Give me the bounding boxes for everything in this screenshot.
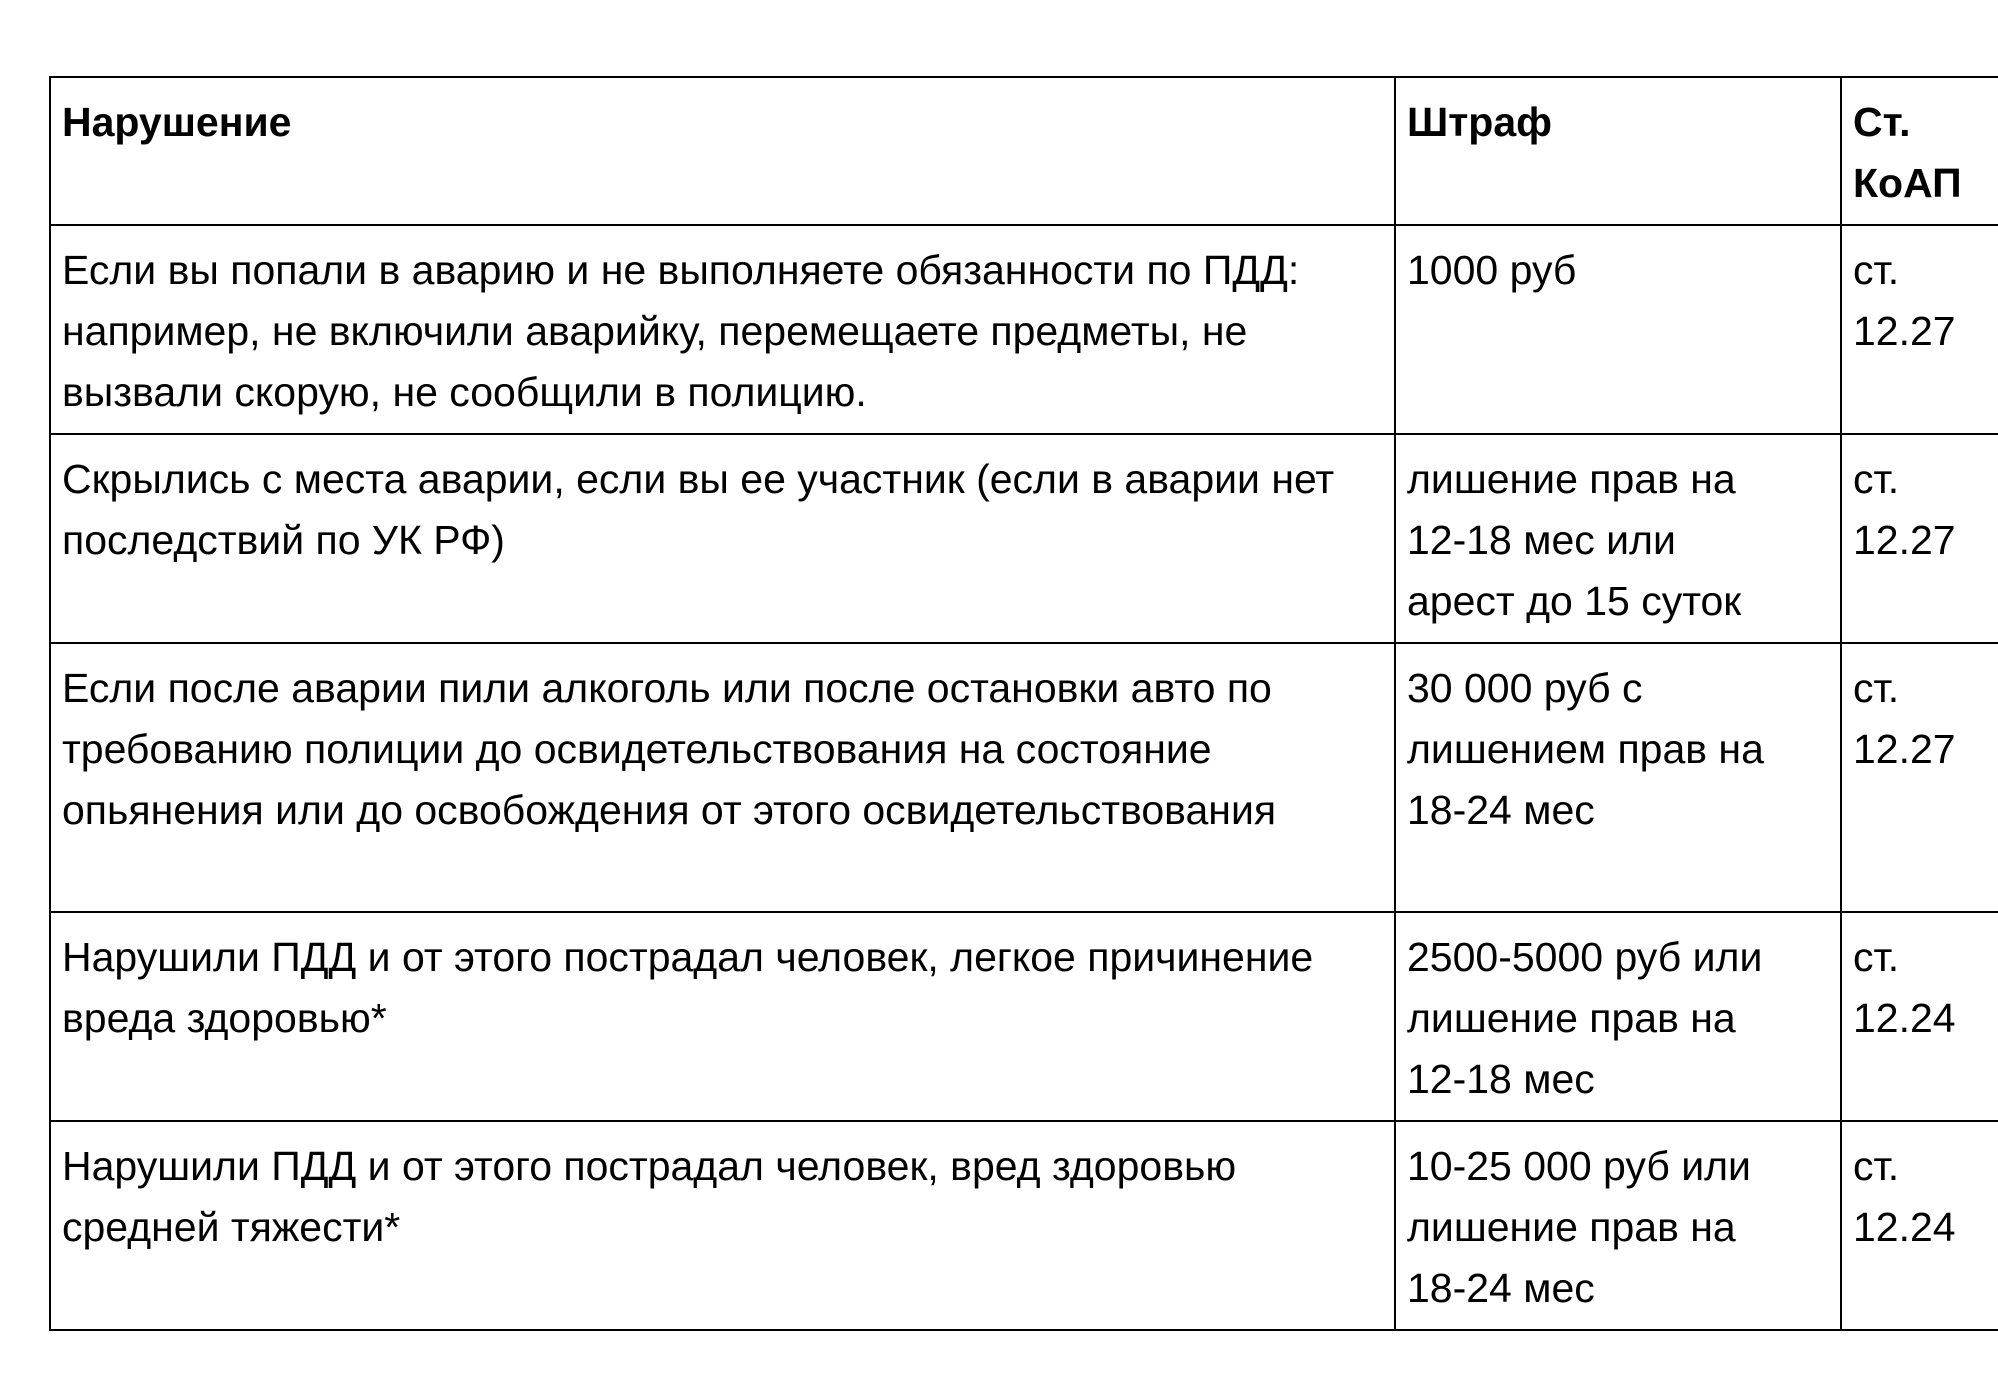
fines-table [49,76,1998,1331]
violation-cell: Нарушили ПДД и от этого пострадал человек, легкое причинение вреда здоровью* [50,912,1395,1121]
article-cell: ст. 12.24 [1841,912,1998,1121]
table-row [50,225,1998,434]
article-cell: ст. 12.27 [1841,225,1998,434]
article-cell: ст. 12.27 [1841,434,1998,643]
fine-cell: лишение прав на 12-18 мес или арест до 15 суток [1395,434,1841,643]
fine-cell: 2500-5000 руб или лишение прав на 12-18 мес [1395,912,1841,1121]
table-row [50,1121,1998,1330]
table-header [50,77,1998,225]
table-row [50,912,1998,1121]
header-article: Ст. КоАП [1841,77,1998,225]
violation-cell: Если вы попали в аварию и не выполняете обязанности по ПДД: например, не включили аварийку, перемещаете предметы, не вызвали скорую, не сообщили в полицию. [50,225,1395,434]
header-fine: Штраф [1395,77,1841,225]
fine-cell: 10-25 000 руб или лишение прав на 18-24 мес [1395,1121,1841,1330]
fine-cell: 30 000 руб с лишением прав на 18-24 мес [1395,643,1841,912]
table-row [50,434,1998,643]
violation-cell: Скрылись с места аварии, если вы ее участник (если в аварии нет последствий по УК РФ) [50,434,1395,643]
article-cell: ст. 12.24 [1841,1121,1998,1330]
fine-cell: 1000 руб [1395,225,1841,434]
table-header-row [50,77,1998,225]
table-body [50,225,1998,1330]
article-cell: ст. 12.27 [1841,643,1998,912]
header-violation: Нарушение [50,77,1395,225]
table-row [50,643,1998,912]
violation-cell: Нарушили ПДД и от этого пострадал человек, вред здоровью средней тяжести* [50,1121,1395,1330]
violation-cell: Если после аварии пили алкоголь или после остановки авто по требованию полиции до освидетельствования на состояние опьянения или до освобождения от этого освидетельствования [50,643,1395,912]
